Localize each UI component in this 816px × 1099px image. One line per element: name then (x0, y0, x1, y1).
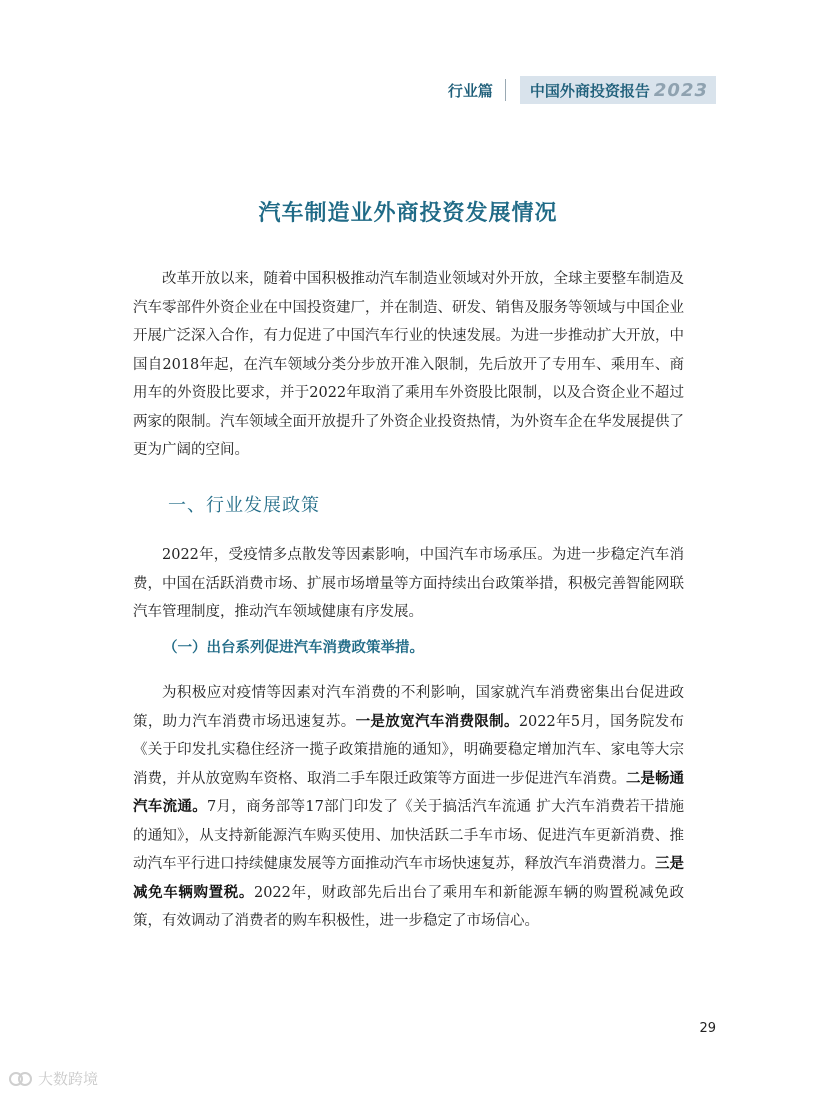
text-run: 2022年，财政部先后出台了乘用车和新能源车辆的购置税减免政策，有效调动了消费者的购车积极性，进一步稳定了市场信心。 (133, 884, 684, 929)
text-run: 为积极应对疫情等因素对汽车消费的不利影响，国家就汽车消费密集出台促进政策，助力汽车消费市场迅速复苏。 (133, 685, 684, 730)
page-title: 汽车制造业外商投资发展情况 (258, 201, 558, 226)
header-section-label: 行业篇 (447, 81, 493, 100)
watermark-logo-icon (8, 1070, 34, 1088)
running-header (448, 76, 716, 104)
header-report-badge (520, 76, 716, 104)
subsection-paragraph-consumption (133, 679, 684, 936)
bold-point-1: 一是放宽汽车消费限制。 (355, 713, 519, 730)
text-run: 7月，商务部等17部门印发了《关于搞活汽车流通 扩大汽车消费若干措施的通知》，从支持新能源汽车购买使用、加快活跃二手车市场、促进汽车更新消费、推动汽车平行进口持续健康发展等方面推动汽车市场快速复苏，释放汽车消费潜力。 (133, 799, 684, 872)
section-paragraph-policy: 2022年，受疫情多点散发等因素影响，中国汽车市场承压。为进一步稳定汽车消费，中国在活跃消费市场、扩展市场增量等方面持续出台政策举措，积极完善智能网联汽车管理制度，推动汽车领域健康有序发展。 (133, 547, 684, 620)
bold-point-2: 二是畅通汽车流通。 (133, 770, 684, 815)
watermark-text: 大数跨境 (38, 1070, 99, 1088)
header-divider (505, 79, 506, 101)
header-report-title: 中国外商投资报告 (529, 81, 650, 100)
section-heading-policy: 一、行业发展政策 (168, 495, 320, 516)
header-report-year: 2023 (653, 79, 708, 101)
watermark (8, 1068, 98, 1089)
page-number: 29 (699, 1021, 716, 1036)
intro-paragraph: 改革开放以来，随着中国积极推动汽车制造业领域对外开放，全球主要整车制造及汽车零部件外资企业在中国投资建厂，并在制造、研发、销售及服务等领域与中国企业开展广泛深入合作，有力促进了中国汽车行业的快速发展。为进一步推动扩大开放，中国自2018年起，在汽车领域分类分步放开准入限制，先后放开了专用车、乘用车、商用车的外资股比要求，并于2022年取消了乘用车外资股比限制，以及合资企业不超过两家的限制。汽车领域全面开放提升了外资企业投资热情，为外资车企在华发展提供了更为广阔的空间。 (133, 271, 684, 458)
subsection-heading-consumption: （一）出台系列促进汽车消费政策举措。 (163, 640, 424, 656)
text-run: 2022年5月，国务院发布《关于印发扎实稳住经济一揽子政策措施的通知》，明确要稳定增加汽车、家电等大宗消费，并从放宽购车资格、取消二手车限迁政策等方面进一步促进汽车消费。 (133, 713, 685, 787)
bold-point-3: 三是减免车辆购置税。 (133, 856, 684, 901)
